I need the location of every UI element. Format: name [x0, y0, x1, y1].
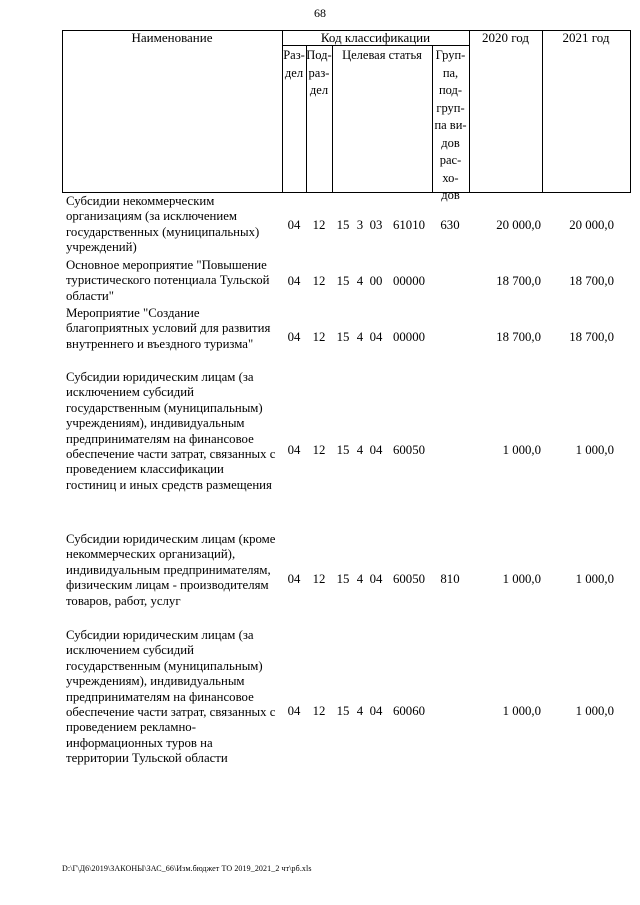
row-amount-2021: 20 000,0: [569, 218, 614, 232]
row-section: 04: [287, 572, 301, 586]
file-path-footer: D:\Г\Д6\2019\ЗАКОНЫ\ЗАС_66\Изм.бюджет ТО 2019_2021_2 чт\рб.xls: [62, 864, 312, 873]
row-amount-2020: 1 000,0: [502, 704, 541, 718]
table-row: [0, 628, 640, 773]
row-section: 04: [287, 274, 301, 288]
row-target-subprogram: 4: [356, 572, 364, 586]
grid-line: [332, 45, 333, 193]
row-name: Субсидии юридическим лицам (за исключением субсидий государственным (муниципальным) учреждениям), индивидуальным предпринимателям на финансовое обеспечение части затрат, связанных с проведением классификации гостиниц и иных средств размещения: [66, 370, 276, 492]
row-amount-2020: 1 000,0: [502, 443, 541, 457]
row-amount-2021: 18 700,0: [569, 330, 614, 344]
row-amount-2021: 1 000,0: [575, 572, 614, 586]
row-subsection: 12: [312, 443, 326, 457]
header-section: Раз- дел: [283, 48, 305, 80]
table-row: [0, 306, 640, 356]
row-target-event: 04: [369, 704, 383, 718]
row-subsection: 12: [312, 572, 326, 586]
row-name: Субсидии юридическим лицам (кроме некоммерческих организаций), индивидуальным предпринимателям, физическим лицам - производителям товаров, работ, услуг: [66, 532, 276, 608]
row-name: Мероприятие "Создание благоприятных условий для развития внутреннего и въездного туризма": [66, 306, 271, 351]
row-section: 04: [287, 218, 301, 232]
header-name: Наименование: [131, 30, 213, 45]
row-target-direction: 60050: [393, 572, 425, 586]
row-target-event: 04: [369, 330, 383, 344]
row-amount-2020: 20 000,0: [496, 218, 541, 232]
row-section: 04: [287, 330, 301, 344]
grid-line: [282, 45, 469, 46]
table-row: [0, 532, 640, 612]
row-subsection: 12: [312, 330, 326, 344]
header-year-2020: 2020 год: [482, 30, 529, 45]
row-target-program: 15: [336, 443, 350, 457]
row-section: 04: [287, 704, 301, 718]
row-amount-2021: 1 000,0: [575, 443, 614, 457]
row-target-event: 00: [369, 274, 383, 288]
row-target-event: 04: [369, 443, 383, 457]
table-row: [0, 370, 640, 496]
row-target-program: 15: [336, 330, 350, 344]
row-target-direction: 00000: [393, 274, 425, 288]
row-target-program: 15: [336, 704, 350, 718]
row-target-direction: 60050: [393, 443, 425, 457]
row-amount-2021: 1 000,0: [575, 704, 614, 718]
table-row: [0, 258, 640, 305]
grid-line: [542, 30, 543, 193]
row-expense-group: 630: [440, 218, 460, 232]
row-subsection: 12: [312, 218, 326, 232]
grid-line: [469, 30, 470, 193]
row-name: Основное мероприятие "Повышение туристического потенциала Тульской области": [66, 258, 270, 303]
page-number: 68: [314, 6, 326, 20]
row-target-subprogram: 3: [356, 218, 364, 232]
row-target-program: 15: [336, 274, 350, 288]
row-target-subprogram: 4: [356, 443, 364, 457]
grid-line: [630, 30, 631, 193]
header-expense-group: Груп- па, под- груп- па ви- дов рас- хо- дов: [434, 48, 467, 202]
row-target-event: 04: [369, 572, 383, 586]
row-target-subprogram: 4: [356, 704, 364, 718]
row-target-event: 03: [369, 218, 383, 232]
header-subsection: Под- раз- дел: [306, 48, 332, 97]
table-row: [0, 194, 640, 256]
row-subsection: 12: [312, 704, 326, 718]
row-target-subprogram: 4: [356, 274, 364, 288]
row-target-direction: 60060: [393, 704, 425, 718]
row-amount-2020: 18 700,0: [496, 274, 541, 288]
table-header: [0, 30, 640, 202]
row-target-program: 15: [336, 218, 350, 232]
grid-line: [62, 30, 63, 193]
row-target-subprogram: 4: [356, 330, 364, 344]
row-target-direction: 61010: [393, 218, 425, 232]
grid-line: [62, 192, 631, 193]
row-amount-2021: 18 700,0: [569, 274, 614, 288]
row-expense-group: 810: [440, 572, 460, 586]
header-classification: Код классификации: [320, 30, 431, 45]
row-target-program: 15: [336, 572, 350, 586]
row-name: Субсидии юридическим лицам (за исключением субсидий государственным (муниципальным) учреждениям), индивидуальным предпринимателям на финансовое обеспечение части затрат, связанных с проведением рекламно- информационных туров на территории Тульской области: [66, 628, 276, 766]
row-section: 04: [287, 443, 301, 457]
row-subsection: 12: [312, 274, 326, 288]
row-name: Субсидии некоммерческим организациям (за исключением государственных (муниципальных) учреждений): [66, 194, 260, 255]
header-year-2021: 2021 год: [562, 30, 610, 45]
row-target-direction: 00000: [393, 330, 425, 344]
row-amount-2020: 1 000,0: [502, 572, 541, 586]
header-target-article: Целевая статья: [342, 48, 422, 62]
row-amount-2020: 18 700,0: [496, 330, 541, 344]
